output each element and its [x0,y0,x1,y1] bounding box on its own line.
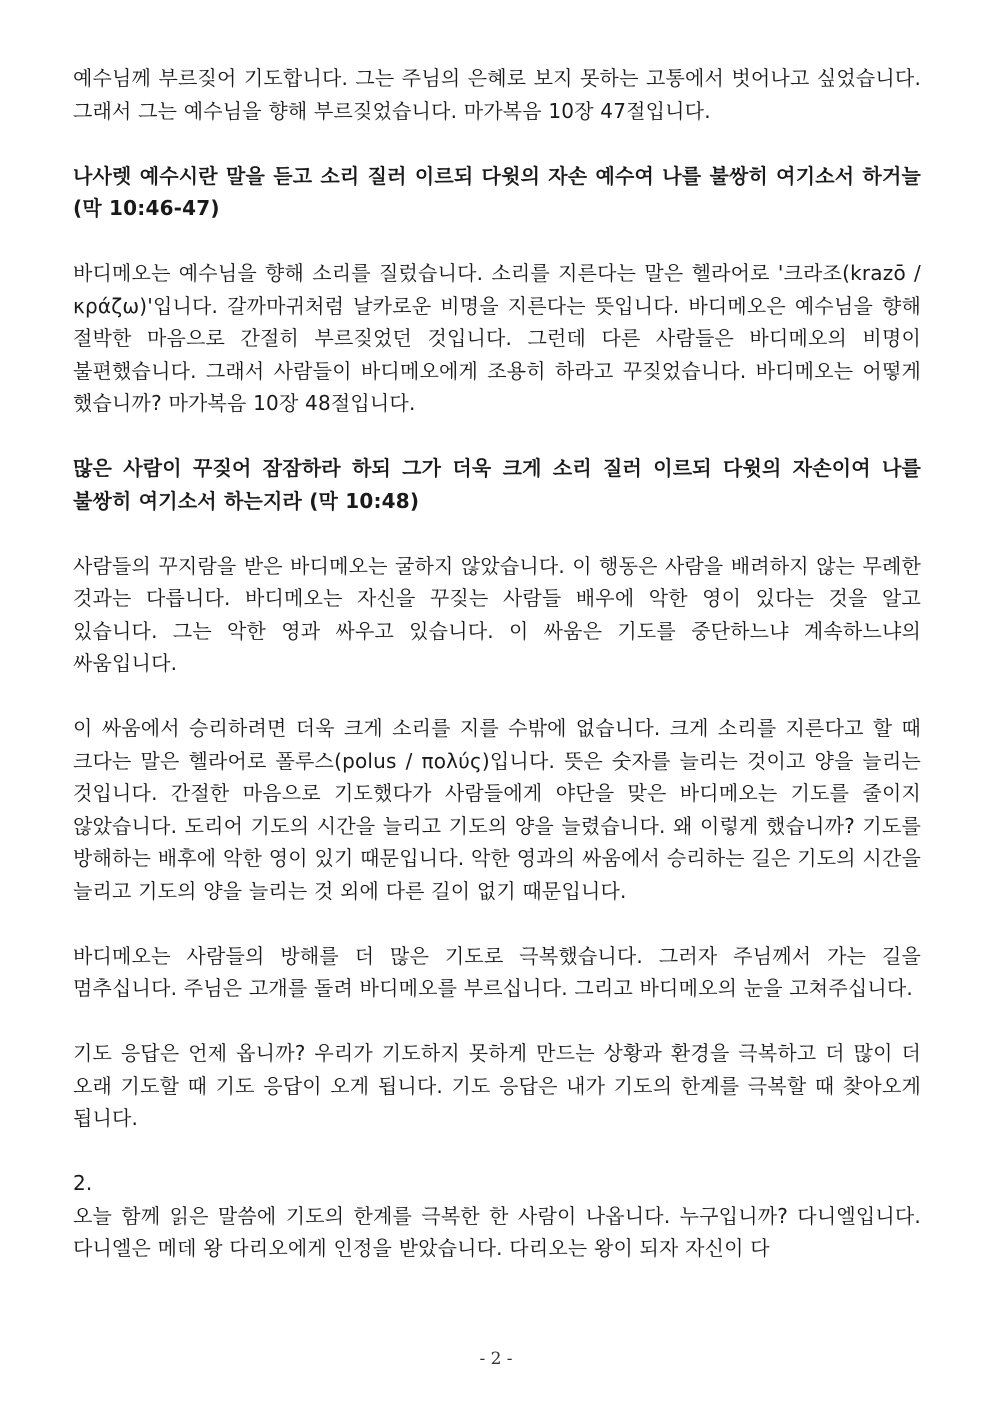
scripture-quote-1: 나사렛 예수시란 말을 듣고 소리 질러 이르되 다윗의 자손 예수여 나를 불쌍히 여기소서 하거늘 (막 10:46-47) [73,163,921,220]
paragraph-gap [73,225,921,258]
paragraph-daniel: 오늘 함께 읽은 말씀에 기도의 한계를 극복한 한 사람이 나옵니다. 누구입니까? 다니엘입니다. 다니엘은 메데 왕 다리오에게 인정을 받았습니다. 다리오는 왕이 되자 자신이 다 [73,1203,921,1260]
page-number: - 2 - [479,1349,513,1369]
document-body [73,62,921,1265]
section-number: 2. [73,1171,93,1195]
paragraph-answer: 기도 응답은 언제 옵니까? 우리가 기도하지 못하게 만드는 상황과 환경을 극복하고 더 많이 더 오래 기도할 때 기도 응답이 오게 됩니다. 기도 응답은 내가 기도의 한계를 극복할 때 찾아오게 됩니다. [73,1041,921,1130]
paragraph-intro: 예수님께 부르짖어 기도합니다. 그는 주님의 은혜로 보지 못하는 고통에서 벗어나고 싶었습니다. 그래서 그는 예수님을 향해 부르짖었습니다. 마가복음 10장 47절입니다. [73,66,921,123]
paragraph-gap [73,1005,921,1038]
paragraph-polus: 이 싸움에서 승리하려면 더욱 크게 소리를 지를 수밖에 없습니다. 크게 소리를 지른다고 할 때 크다는 말은 헬라어로 폴루스(polus / πολύς)입니다. 뜻은 숫자를 늘리는 것이고 양을 늘리는 것입니다. 간절한 마음으로 기도했다가 사람들에게 야단을 맞은 바디메오는 기도를 줄이지 않았습니다. 도리어 기도의 시간을 늘리고 기도의 양을 늘렸습니다. 왜 이렇게 했습니까? 기도를 방해하는 배후에 악한 영이 있기 때문입니다. 악한 영과의 싸움에서 승리하는 길은 기도의 시간을 늘리고 기도의 양을 늘리는 것 외에 다른 길이 없기 때문입니다. [73,716,921,903]
paragraph-overcome: 바디메오는 사람들의 방해를 더 많은 기도로 극복했습니다. 그러자 주님께서 가는 길을 멈추십니다. 주님은 고개를 돌려 바디메오를 부르십니다. 그리고 바디메오의 눈을 고쳐주십니다. [73,943,921,1000]
paragraph-gap [73,517,921,550]
paragraph-krazo: 바디메오는 예수님을 향해 소리를 질렀습니다. 소리를 지른다는 말은 헬라어로 '크라조(krazō / κράζω)'입니다. 갈까마귀처럼 날카로운 비명을 지른다는 뜻입니다. 바디메오은 예수님을 향해 절박한 마음으로 간절히 부르짖었던 것입니다. 그런데 다른 사람들은 바디메오의 비명이 불편했습니다. 그래서 사람들이 바디메오에게 조용히 하라고 꾸짖었습니다. 바디메오는 어떻게 했습니까? 마가복음 10장 48절입니다. [73,261,921,415]
scripture-quote-2: 많은 사람이 꾸짖어 잠잠하라 하되 그가 더욱 크게 소리 질러 이르되 다윗의 자손이여 나를 불쌍히 여기소서 하는지라 (막 10:48) [73,456,921,513]
paragraph-rebuke: 사람들의 꾸지람을 받은 바디메오는 굴하지 않았습니다. 이 행동은 사람을 배려하지 않는 무례한 것과는 다릅니다. 바디메오는 자신을 꾸짖는 사람들 배우에 악한 영이 있다는 것을 알고 있습니다. 그는 악한 영과 싸우고 있습니다. 이 싸움은 기도를 중단하느냐 계속하느냐의 싸움입니다. [73,553,921,675]
paragraph-gap [73,420,921,453]
paragraph-gap [73,1135,921,1168]
paragraph-gap [73,680,921,713]
paragraph-gap [73,127,921,160]
paragraph-gap [73,907,921,940]
